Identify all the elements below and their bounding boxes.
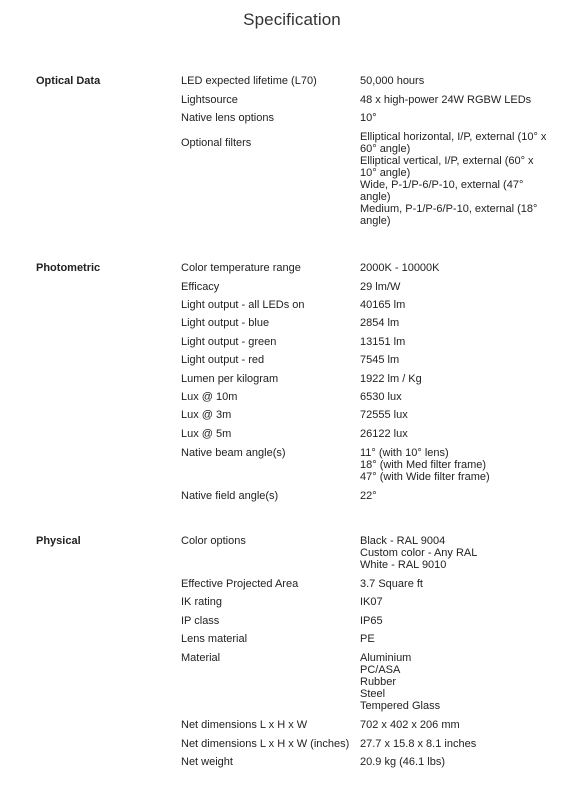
- spec-value: 7545 lm: [360, 354, 400, 366]
- spec-label: Lumen per kilogram: [181, 373, 279, 385]
- spec-label: Net weight: [181, 756, 233, 768]
- spec-label: Native lens options: [181, 112, 274, 124]
- spec-value: 702 x 402 x 206 mm: [360, 719, 460, 731]
- spec-value: 40165 lm: [360, 299, 406, 311]
- spec-label: Light output - all LEDs on: [181, 299, 305, 311]
- spec-label: Lens material: [181, 633, 248, 645]
- spec-label: Optional filters: [181, 137, 252, 149]
- spec-label: Net dimensions L x H x W (inches): [181, 738, 350, 750]
- spec-label: Lux @ 5m: [181, 428, 232, 440]
- spec-label: IP class: [181, 615, 220, 627]
- spec-value: IK07: [360, 596, 383, 608]
- spec-value: 10°: [360, 112, 377, 124]
- spec-label: Native field angle(s): [181, 490, 279, 502]
- spec-label: Lux @ 3m: [181, 409, 232, 421]
- spec-label: Effective Projected Area: [181, 578, 299, 590]
- spec-label: Light output - green: [181, 336, 277, 348]
- spec-value: 3.7 Square ft: [360, 578, 423, 590]
- spec-value: 11° (with 10° lens) 18° (with Med filter frame) 47° (with Wide filter frame): [360, 447, 490, 483]
- spec-value: 6530 lux: [360, 391, 402, 403]
- section-heading: Photometric: [36, 262, 101, 274]
- spec-label: Efficacy: [181, 281, 220, 293]
- spec-value: PE: [360, 633, 375, 645]
- spec-value: Aluminium PC/ASA Rubber Steel Tempered Glass: [360, 652, 441, 712]
- spec-label: Lux @ 10m: [181, 391, 238, 403]
- spec-value: 2854 lm: [360, 317, 400, 329]
- spec-value: 2000K - 10000K: [360, 262, 440, 274]
- spec-value: Elliptical horizontal, I/P, external (10° x 60° angle) Elliptical vertical, I/P, external (60° x 10° angle) Wide, P-1/P-6/P-10, external (47° angle) Medium, P-1/P-6/P-10, external (18° angle): [360, 131, 547, 227]
- spec-value: 1922 lm / Kg: [360, 373, 422, 385]
- spec-value: 20.9 kg (46.1 lbs): [360, 756, 445, 768]
- spec-label: Color temperature range: [181, 262, 301, 274]
- spec-value: 22°: [360, 490, 377, 502]
- spec-value: 72555 lux: [360, 409, 408, 421]
- spec-label: LED expected lifetime (L70): [181, 75, 317, 87]
- spec-value: Black - RAL 9004 Custom color - Any RAL White - RAL 9010: [360, 535, 478, 571]
- section-heading: Physical: [36, 535, 81, 547]
- spec-value: 13151 lm: [360, 336, 406, 348]
- spec-label: Material: [181, 652, 221, 664]
- section-heading: Optical Data: [36, 75, 101, 87]
- spec-label: Lightsource: [181, 94, 238, 106]
- spec-label: Light output - red: [181, 354, 265, 366]
- spec-label: Light output - blue: [181, 317, 270, 329]
- spec-label: IK rating: [181, 596, 222, 608]
- spec-value: 50,000 hours: [360, 75, 425, 87]
- spec-value: 29 lm/W: [360, 281, 401, 293]
- spec-value: 26122 lux: [360, 428, 408, 440]
- spec-value: 27.7 x 15.8 x 8.1 inches: [360, 738, 477, 750]
- spec-label: Net dimensions L x H x W: [181, 719, 308, 731]
- page-title: Specification: [243, 10, 341, 29]
- spec-label: Color options: [181, 535, 246, 547]
- spec-label: Native beam angle(s): [181, 447, 286, 459]
- spec-value: IP65: [360, 615, 383, 627]
- spec-value: 48 x high-power 24W RGBW LEDs: [360, 94, 532, 106]
